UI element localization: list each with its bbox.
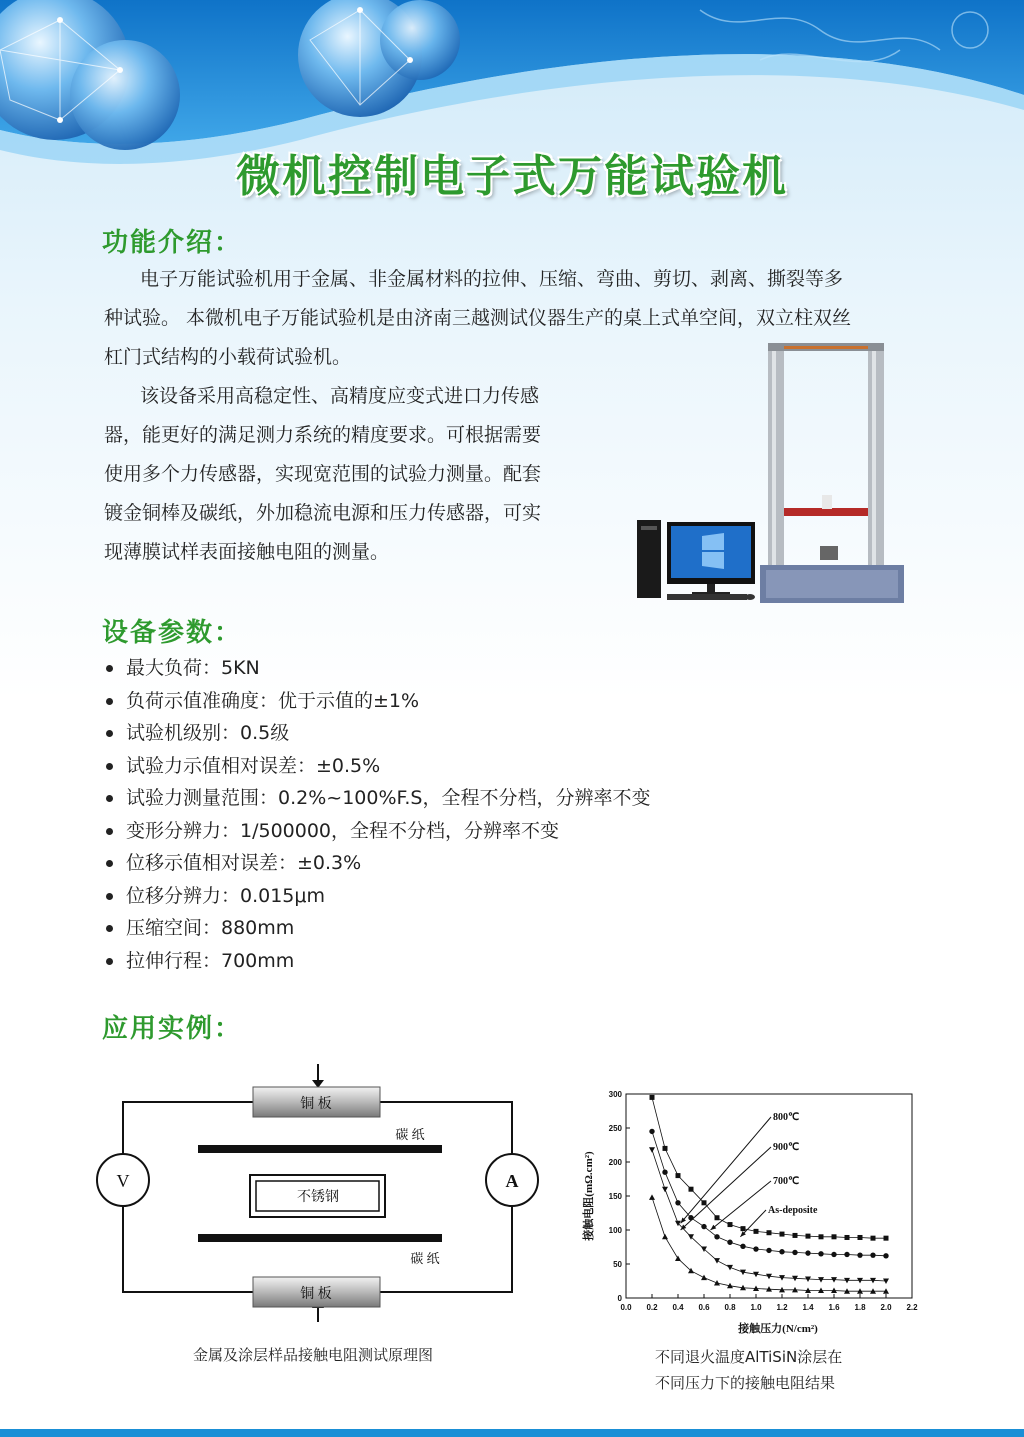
y-tick-label: 200 (608, 1158, 622, 1167)
spec-item: 试验力示值相对误差：±0.5% (104, 750, 651, 783)
voltmeter-label: V (116, 1171, 130, 1191)
intro-p2-line: 器，能更好的满足测力系统的精度要求。可根据需要 (104, 424, 542, 446)
specs-heading: 设备参数： (102, 618, 243, 648)
series-label: 900℃ (773, 1142, 800, 1153)
data-point (832, 1234, 837, 1239)
data-point (663, 1146, 668, 1151)
data-point (662, 1170, 667, 1175)
data-point (714, 1234, 719, 1239)
footer-bar (0, 1429, 1024, 1437)
data-point (819, 1234, 824, 1239)
data-point (871, 1236, 876, 1241)
data-point (779, 1249, 784, 1254)
circuit-caption: 金属及涂层样品接触电阻测试原理图 (193, 1346, 434, 1364)
data-point (754, 1229, 759, 1234)
data-point (805, 1250, 810, 1255)
x-tick-label: 1.0 (750, 1303, 762, 1312)
spec-item: 拉伸行程：700mm (104, 945, 651, 978)
intro-p2-line: 现薄膜试样表面接触电阻的测量。 (104, 541, 390, 563)
data-point (806, 1234, 811, 1239)
x-tick-label: 2.0 (880, 1303, 892, 1312)
x-tick-label: 0.6 (698, 1303, 710, 1312)
intro-paragraph-2 (104, 377, 614, 572)
stainless-steel-label: 不锈钢 (297, 1190, 339, 1205)
data-point (728, 1222, 733, 1227)
data-point (650, 1095, 655, 1100)
data-point (676, 1173, 681, 1178)
carbon-paper-bottom (198, 1234, 442, 1242)
data-point (715, 1215, 720, 1220)
spec-item: 试验力测量范围：0.2%~100%F.S，全程不分档，分辨率不变 (104, 782, 651, 815)
data-point (857, 1252, 862, 1257)
spec-item: 试验机级别：0.5级 (104, 717, 651, 750)
x-tick-label: 0.2 (646, 1303, 658, 1312)
x-tick-label: 1.2 (776, 1303, 788, 1312)
intro-p1-line: 杠门式结构的小载荷试验机。 (104, 346, 352, 368)
computer-monitor (667, 522, 755, 600)
y-tick-label: 300 (608, 1090, 622, 1099)
specs-list (104, 652, 651, 977)
y-tick-label: 100 (608, 1226, 622, 1235)
chart-ylabel: 接触电阻(mΩ.cm²) (583, 1151, 595, 1241)
frame-machine (760, 343, 904, 603)
data-point (727, 1240, 732, 1245)
y-tick-label: 150 (608, 1192, 622, 1201)
copper-plate-bottom-label: 铜 板 (300, 1287, 332, 1302)
x-tick-label: 1.4 (802, 1303, 814, 1312)
data-point (702, 1200, 707, 1205)
testing-machine-image (632, 340, 912, 605)
data-point (740, 1244, 745, 1249)
series-label: 800℃ (773, 1112, 800, 1123)
y-tick-label: 250 (608, 1124, 622, 1133)
carbon-paper-top (198, 1145, 442, 1153)
chart-caption-line-1: 不同退火温度AlTiSiN涂层在 (655, 1348, 843, 1366)
plot-area (626, 1094, 912, 1298)
y-tick-label: 0 (617, 1294, 622, 1303)
chart-caption-line-2: 不同压力下的接触电阻结果 (655, 1374, 836, 1392)
computer-tower (637, 520, 661, 598)
data-point (844, 1252, 849, 1257)
x-tick-label: 1.8 (854, 1303, 866, 1312)
data-point (753, 1246, 758, 1251)
spec-item: 位移分辨力：0.015μm (104, 880, 651, 913)
x-tick-label: 0.4 (672, 1303, 684, 1312)
carbon-paper-bottom-label: 碳 纸 (410, 1251, 440, 1266)
x-tick-label: 1.6 (828, 1303, 840, 1312)
copper-plate-top-label: 铜 板 (300, 1097, 332, 1112)
ammeter-label: A (505, 1171, 519, 1191)
series-label: 700℃ (773, 1176, 800, 1187)
application-heading: 应用实例： (102, 1014, 243, 1044)
data-point (701, 1224, 706, 1229)
contact-resistance-chart (578, 1080, 938, 1345)
data-point (741, 1226, 746, 1231)
data-point (649, 1129, 654, 1134)
data-point (818, 1251, 823, 1256)
spec-item: 负荷示值准确度：优于示值的±1% (104, 685, 651, 718)
spec-item: 位移示值相对误差：±0.3% (104, 847, 651, 880)
data-point (858, 1235, 863, 1240)
y-tick-label: 50 (613, 1260, 622, 1269)
chart-xlabel: 接触压力(N/cm²) (738, 1323, 818, 1335)
intro-p2-line: 使用多个力传感器，实现宽范围的试验力测量。配套 (104, 463, 542, 485)
data-point (780, 1232, 785, 1237)
intro-p2-line: 镀金铜棒及碳纸，外加稳流电源和压力传感器，可实 (104, 502, 542, 524)
x-tick-label: 2.2 (906, 1303, 918, 1312)
spec-item: 最大负荷：5KN (104, 652, 651, 685)
intro-heading: 功能介绍： (102, 228, 243, 258)
intro-p1-line: 种试验。 本微机电子万能试验机是由济南三越测试仪器生产的桌上式单空间，双立柱双丝 (104, 307, 852, 329)
intro-p2-line: 该设备采用高稳定性、高精度应变式进口力传感 (140, 385, 540, 407)
data-point (767, 1230, 772, 1235)
spec-item: 压缩空间：880mm (104, 912, 651, 945)
data-point (845, 1235, 850, 1240)
series-label: As-deposite (768, 1205, 818, 1216)
data-point (793, 1233, 798, 1238)
data-point (688, 1215, 693, 1220)
intro-p1-line: 电子万能试验机用于金属、非金属材料的拉伸、压缩、弯曲、剪切、剥离、撕裂等多 (140, 268, 844, 290)
x-tick-label: 0.8 (724, 1303, 736, 1312)
x-tick-label: 0.0 (620, 1303, 632, 1312)
page-title: 微机控制电子式万能试验机 (236, 151, 788, 202)
data-point (766, 1248, 771, 1253)
data-point (883, 1253, 888, 1258)
data-point (675, 1200, 680, 1205)
carbon-paper-top-label: 碳 纸 (395, 1127, 425, 1142)
data-point (792, 1250, 797, 1255)
data-point (689, 1187, 694, 1192)
data-point (884, 1236, 889, 1241)
spec-item: 变形分辨力：1/500000，全程不分档，分辨率不变 (104, 815, 651, 848)
circuit-diagram (90, 1060, 560, 1340)
data-point (831, 1252, 836, 1257)
data-point (870, 1252, 875, 1257)
